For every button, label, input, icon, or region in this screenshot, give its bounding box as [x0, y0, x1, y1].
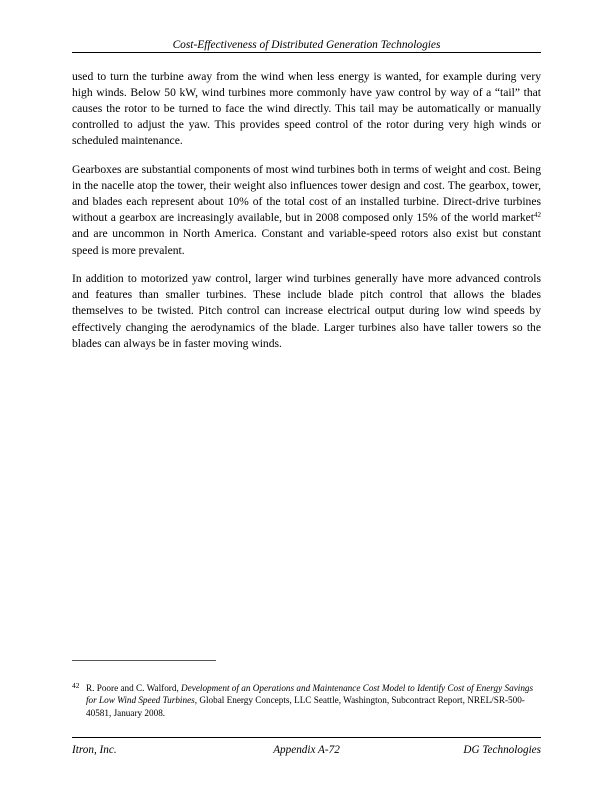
- footnote-number: 42: [72, 681, 80, 690]
- footer-page-number: Appendix A-72: [273, 744, 340, 756]
- footer-rule: [72, 737, 541, 738]
- paragraph-advanced-controls: In addition to motorized yaw control, larger wind turbines generally have more advanced controls and features than smaller turbines. These include blade pitch control that allows the blades themselves to be twisted. Pitch control can increase electrical output during low wind speeds by effectively changing the aerodynamics of the blade. Larger turbines also have taller towers so the blades can always be in faster moving winds.: [72, 272, 541, 350]
- body-text: [72, 69, 541, 364]
- footnote-reference[interactable]: 42: [534, 211, 541, 220]
- footer-section: DG Technologies: [463, 744, 541, 756]
- footnote-separator: [72, 660, 216, 661]
- paragraph-text: Gearboxes are substantial components of most wind turbines both in terms of weight and cost. Being in the nacelle atop the tower, their weight also influences tower design and cost. The gearbox, tower, and blades each represent about 10% of the total cost of an installed turbine. Direct-drive turbines without a gearbox are increasingly available, but in 2008 composed only 15% of the world market: [72, 163, 541, 225]
- header-rule: [72, 52, 541, 53]
- footer-company: Itron, Inc.: [72, 744, 117, 756]
- paragraph-gearboxes: [72, 162, 541, 259]
- footnote-title: Development of an Operations and Maintenance Cost Model to Identify Cost of Energy Savings for Low Wind Speed Turbines: [86, 683, 534, 706]
- paragraph-yaw-control: used to turn the turbine away from the wind when less energy is wanted, for example during very high winds. Below 50 kW, wind turbines more commonly have yaw control by way of a “tail” that causes the rotor to be turned to face the wind directly. This tail may be automatically or manually controlled to adjust the yaw. This provides speed control of the rotor during very high winds or scheduled maintenance.: [72, 70, 541, 148]
- footnote-details: , Global Energy Concepts, LLC Seattle, Washington, Subcontract Report, NREL/SR-500-40581, January 2008.: [86, 695, 525, 718]
- footnote-authors: R. Poore and C. Walford,: [86, 683, 182, 693]
- running-header: Cost-Effectiveness of Distributed Generation Technologies: [172, 39, 441, 51]
- paragraph-text: and are uncommon in North America. Constant and variable-speed rotors also exist but constant speed is more prevalent.: [72, 227, 541, 257]
- footnote-text: [86, 682, 541, 719]
- page-footer: [72, 743, 541, 757]
- footnote: [72, 682, 541, 719]
